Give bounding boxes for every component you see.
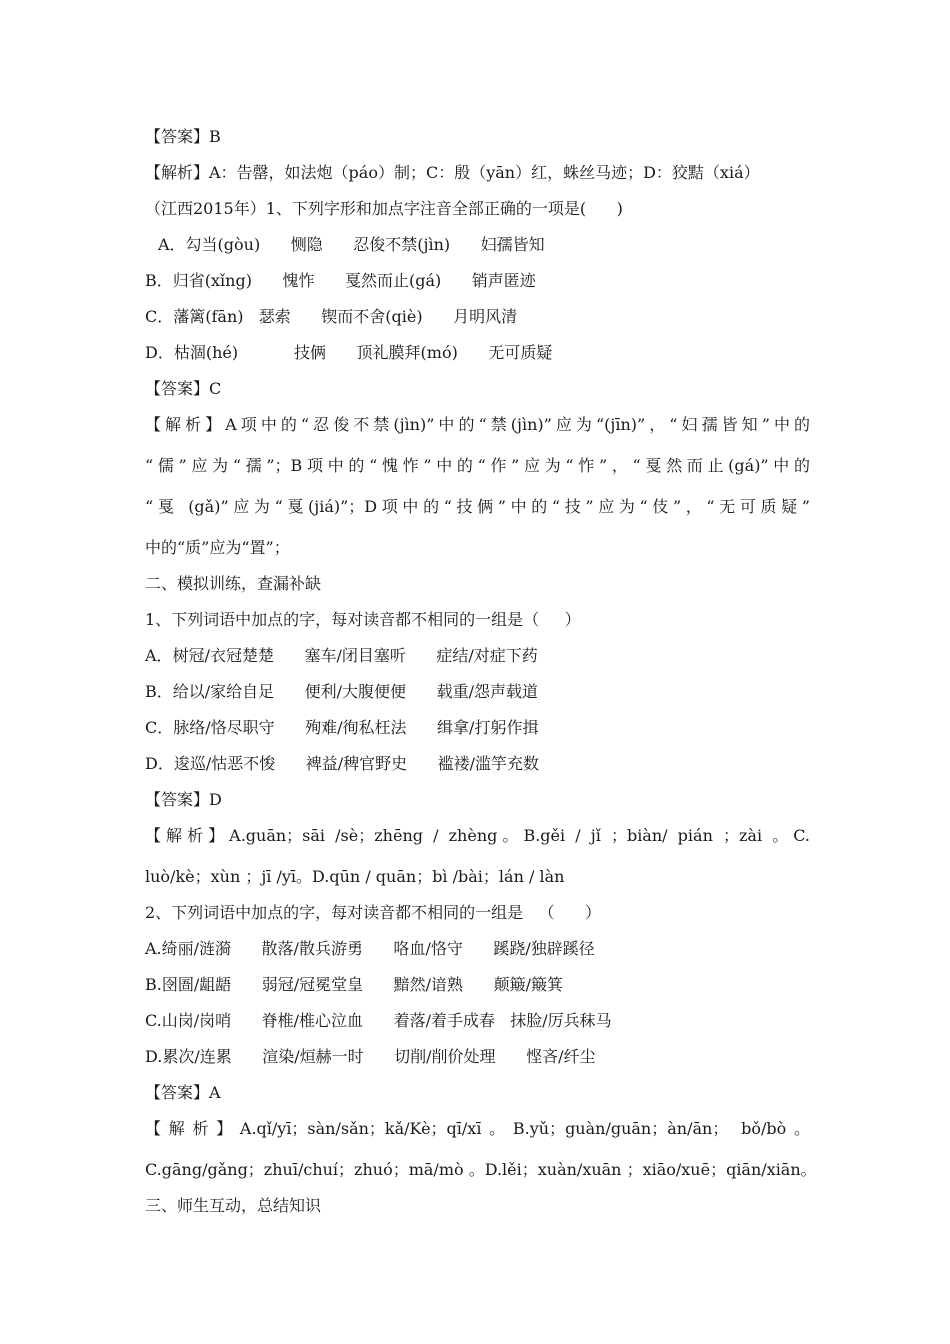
question-jiangxi: （江西2015年）1、下列字形和加点字注音全部正确的一项是( ) — [145, 199, 623, 218]
analysis-1: 【解析】A：告罄，如法炮（páo）制；C：殷（yān）红，蛛丝马迹；D：狡黠（xiá） — [145, 163, 760, 182]
option-b: B．归省(xǐng) 愧怍 戛然而止(gá) 销声匿迹 — [145, 271, 536, 290]
q2-analysis-line2: C.gāng/gǎng；zhuī/chuí；zhuó；mā/mò 。D.lěi；xuàn/xuān ；xiāo/xuē；qiān/xiān。 — [145, 1160, 817, 1179]
question-2: 2、下列词语中加点的字，每对读音都不相同的一组是 （ ） — [145, 903, 601, 922]
q1-option-c: C．脉络/恪尽职守 殉难/徇私枉法 缉拿/打躬作揖 — [145, 718, 539, 737]
option-c: C．藩篱(fān) 瑟索 锲而不舍(qiè) 月明风清 — [145, 307, 518, 326]
q2-analysis-line1: 【解析】A.qǐ/yī；sàn/sǎn；kǎ/Kè；qī/xī。B.yǔ；guàn/guān；àn/ān； bǒ/bò。 — [145, 1119, 810, 1138]
q2-option-b: B.囹圄/龃龉 弱冠/冠冕堂皇 黯然/谙熟 颠簸/簸箕 — [145, 975, 563, 994]
q2-option-d: D.累次/连累 渲染/烜赫一时 切削/削价处理 悭吝/纤尘 — [145, 1047, 596, 1066]
answer-1: 【答案】B — [145, 127, 221, 146]
q2-option-c: C.山岗/岗哨 脊椎/椎心泣血 着落/着手成春 抹脸/厉兵秣马 — [145, 1011, 612, 1030]
q1-option-d: D．逡巡/怙恶不悛 裨益/稗官野史 褴褛/滥竽充数 — [145, 754, 540, 773]
q2-option-a: A.绮丽/涟漪 散落/散兵游勇 咯血/恪守 蹊跷/独辟蹊径 — [145, 939, 595, 958]
q2-answer: 【答案】A — [145, 1083, 221, 1102]
q1-analysis-line1: 【解析】A.guān；sāi /sè；zhēng / zhèng。B.gěi / jǐ ；biàn/ pián ；zài 。C. — [145, 826, 810, 845]
option-a: A．勾当(gòu) 恻隐 忍俊不禁(jìn) 妇孺皆知 — [158, 235, 545, 254]
analysis-2-line4: 中的“质”应为“置”； — [145, 538, 290, 557]
answer-2: 【答案】C — [145, 379, 222, 398]
analysis-2-line3: “戛 (gǎ)”应为“戛(jiá)”；D项中的“技俩”中的“技”应为“伎”，“无可质疑” — [145, 497, 810, 516]
q1-option-b: B．给以/家给自足 便利/大腹便便 载重/怨声载道 — [145, 682, 538, 701]
section-two-heading: 二、模拟训练，查漏补缺 — [145, 574, 322, 593]
section-three-heading: 三、师生互动，总结知识 — [145, 1196, 322, 1215]
analysis-2-line1: 【解析】A项中的“忍俊不禁(jìn)”中的“禁(jìn)”应为“(jīn)”，“妇孺皆知”中的 — [145, 415, 810, 434]
question-1: 1、下列词语中加点的字，每对读音都不相同的一组是（ ） — [145, 610, 581, 629]
q1-answer: 【答案】D — [145, 790, 222, 809]
q1-option-a: A．树冠/衣冠楚楚 塞车/闭目塞听 症结/对症下药 — [145, 646, 538, 665]
analysis-2-line2: “儒”应为“孺”；B项中的“愧怍”中的“作”应为“怍”，“戛然而止(gá)”中的 — [145, 456, 810, 475]
option-d: D．枯涸(hé) 技俩 顶礼膜拜(mó) 无可质疑 — [145, 343, 553, 362]
q1-analysis-line2: luò/kè；xùn ；jī /yī。D.qūn / quān；bì /bài；lán / làn — [145, 867, 565, 886]
